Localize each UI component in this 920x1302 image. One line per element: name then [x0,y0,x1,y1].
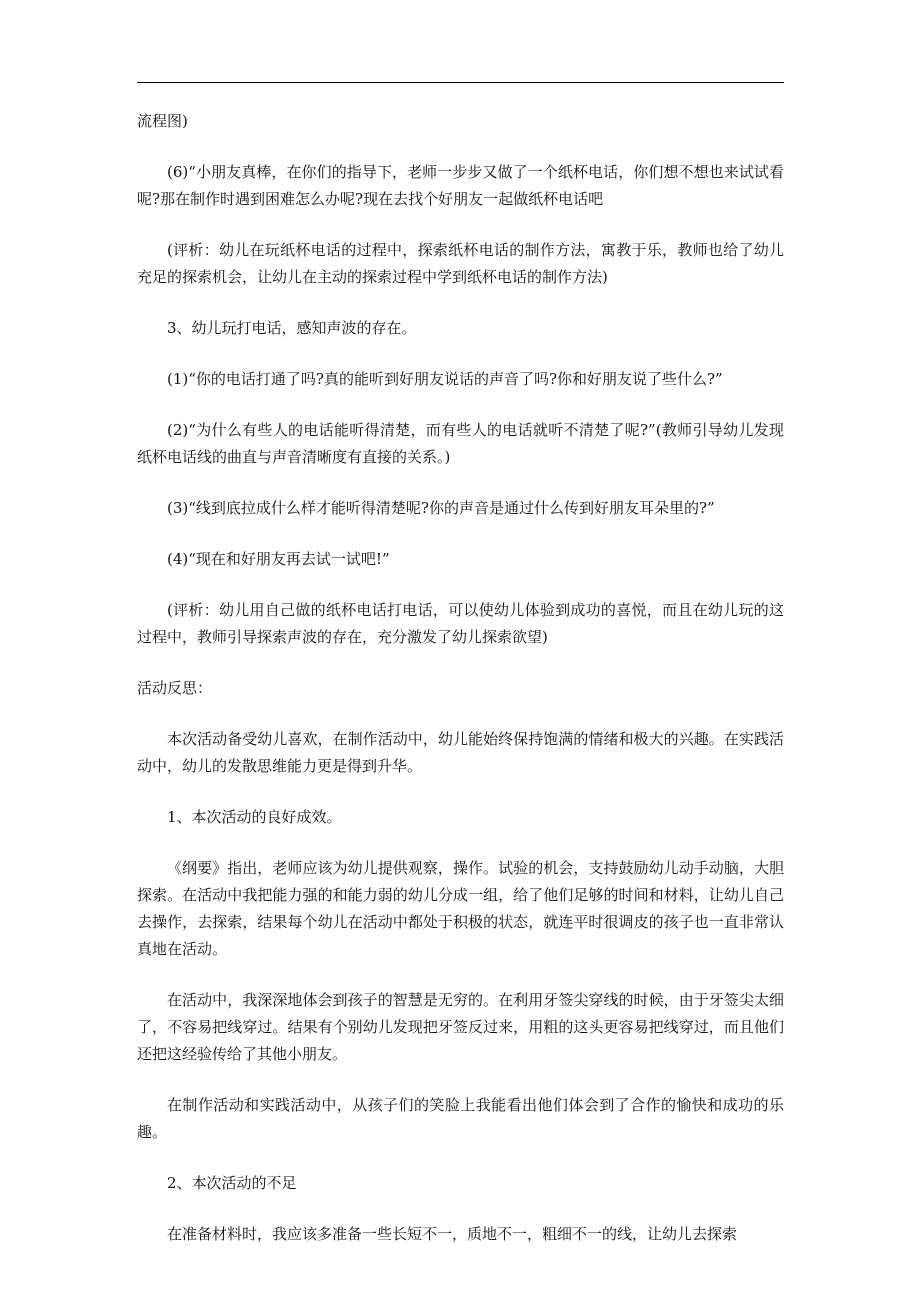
paragraph: (评析：幼儿在玩纸杯电话的过程中，探索纸杯电话的制作方法，寓教于乐，教师也给了幼儿充足的探索机会，让幼儿在主动的探索过程中学到纸杯电话的制作方法) [137,241,784,286]
paragraph: (6)“小朋友真棒，在你们的指导下，老师一步步又做了一个纸杯电话，你们想不想也来试试看呢?那在制作时遇到困难怎么办呢?现在去找个好朋友一起做纸杯电话吧 [137,163,784,208]
paragraph: 流程图) [137,112,188,130]
paragraph: (1)“你的电话打通了吗?真的能听到好朋友说话的声音了吗?你和好朋友说了些什么?” [167,370,723,388]
paragraph: 在准备材料时，我应该多准备一些长短不一，质地不一，粗细不一的线，让幼儿去探索 [167,1225,738,1243]
paragraph: 在活动中，我深深地体会到孩子的智慧是无穷的。在利用牙签尖穿线的时候，由于牙签尖太细了，不容易把线穿过。结果有个别幼儿发现把牙签反过来，用粗的这头更容易把线穿过，而且他们还把这经验传给了其他小朋友。 [137,991,784,1063]
paragraph: 在制作活动和实践活动中，从孩子们的笑脸上我能看出他们体会到了合作的愉快和成功的乐趣。 [137,1096,784,1141]
paragraph: (4)“现在和好朋友再去试一试吧!” [167,550,390,568]
paragraph: 1、本次活动的良好成效。 [167,808,342,826]
paragraph: 《纲要》指出，老师应该为幼儿提供观察，操作。试验的机会，支持鼓励幼儿动手动脑，大胆探索。在活动中我把能力强的和能力弱的幼儿分成一组，给了他们足够的时间和材料，让幼儿自己去操作，去探索，结果每个幼儿在活动中都处于积极的状态，就连平时很调皮的孩子也一直非常认真地在活动。 [137,859,784,958]
header-rule [137,82,784,83]
paragraph: (3)“线到底拉成什么样才能听得清楚呢?你的声音是通过什么传到好朋友耳朵里的?” [167,499,715,517]
paragraph: (评析：幼儿用自己做的纸杯电话打电话，可以使幼儿体验到成功的喜悦，而且在幼儿玩的这过程中，教师引导探索声波的存在，充分激发了幼儿探索欲望) [137,601,784,646]
document-body [137,108,784,1272]
paragraph: 3、幼儿玩打电话，感知声波的存在。 [167,319,417,337]
paragraph: 2、本次活动的不足 [167,1174,297,1192]
paragraph: 本次活动备受幼儿喜欢，在制作活动中，幼儿能始终保持饱满的情绪和极大的兴趣。在实践活动中，幼儿的发散思维能力更是得到升华。 [137,730,784,775]
section-heading: 活动反思： [137,679,213,697]
paragraph: (2)“为什么有些人的电话能听得清楚，而有些人的电话就听不清楚了呢?”(教师引导幼儿发现纸杯电话线的曲直与声音清晰度有直接的关系。) [137,421,784,466]
